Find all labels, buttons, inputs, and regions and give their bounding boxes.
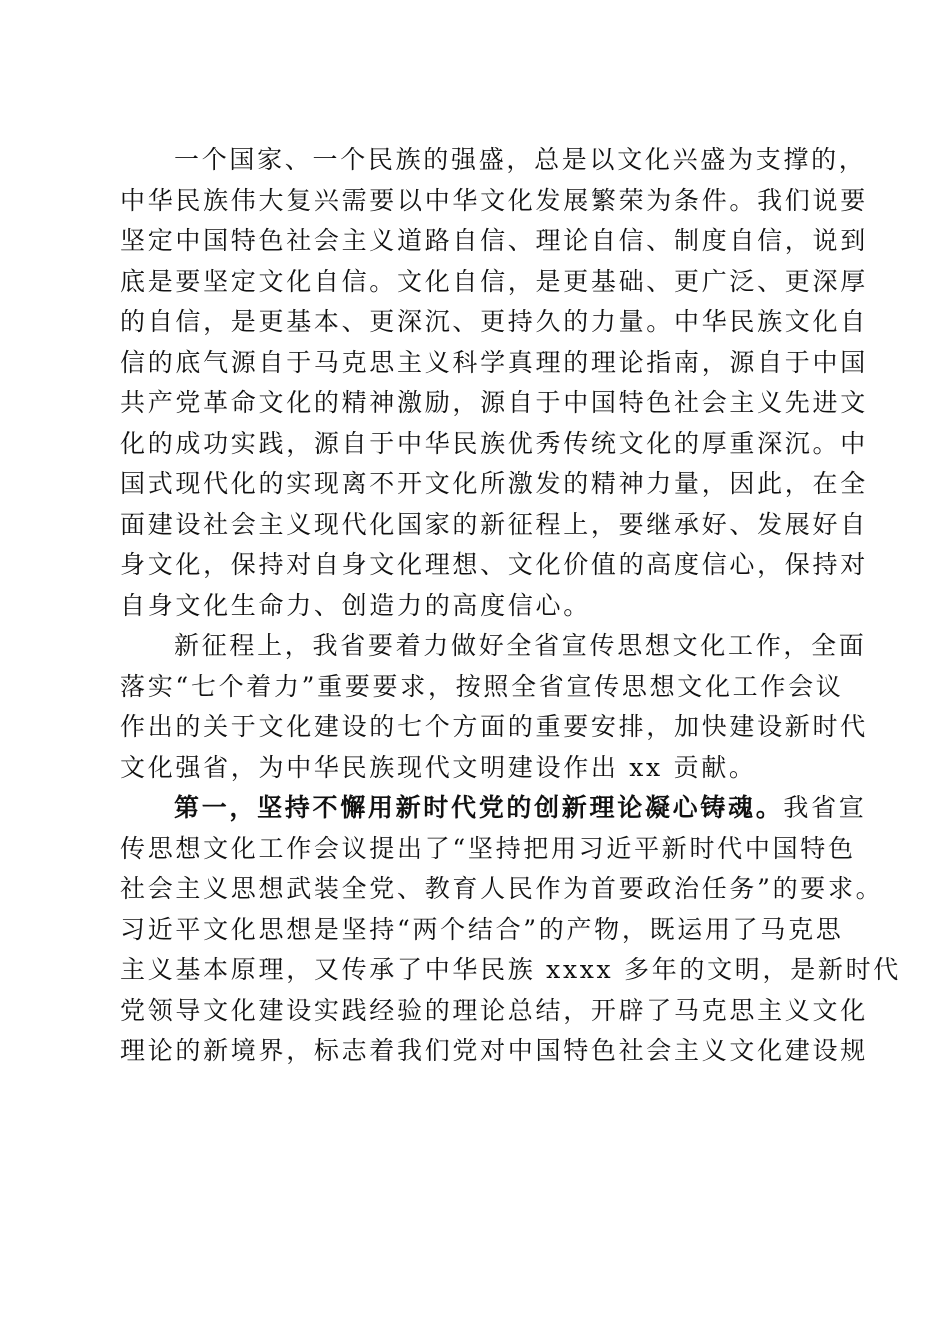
paragraph-2 bbox=[120, 626, 868, 788]
text-line: 中华民族伟大复兴需要以中华文化发展繁荣为条件。我们说要 bbox=[120, 185, 868, 215]
text-line: 传思想文化工作会议提出了“坚持把用习近平新时代中国特色 bbox=[120, 833, 856, 863]
text-line: 新征程上，我省要着力做好全省宣传思想文化工作，全面 bbox=[174, 631, 867, 660]
text-line: 身文化，保持对自身文化理想、文化价值的高度信心，保持对 bbox=[120, 550, 868, 579]
text-line: 共产党革命文化的精神激励，源自于中国特色社会主义先进文 bbox=[120, 388, 868, 417]
paragraph-1 bbox=[120, 140, 868, 626]
section-lead-bold: 第一，坚持不懈用新时代党的创新理论凝心铸魂。 bbox=[174, 793, 784, 822]
text-line: 底是要坚定文化自信。文化自信，是更基础、更广泛、更深厚 bbox=[120, 266, 868, 296]
text-line: 社会主义思想武装全党、教育人民作为首要政治任务”的要求。 bbox=[120, 874, 884, 903]
text-line: 一个国家、一个民族的强盛，总是以文化兴盛为支撑的， bbox=[174, 145, 867, 174]
text-line: 自身文化生命力、创造力的高度信心。 bbox=[120, 590, 591, 620]
text-line: 主义基本原理，又传承了中华民族 xxxx 多年的文明，是新时代 bbox=[120, 955, 901, 984]
text-line: 国式现代化的实现离不开文化所激发的精神力量，因此，在全 bbox=[120, 469, 868, 498]
text-line: 的自信，是更基本、更深沉、更持久的力量。中华民族文化自 bbox=[120, 307, 868, 336]
body-text bbox=[120, 140, 901, 1072]
text-line: 信的底气源自于马克思主义科学真理的理论指南，源自于中国 bbox=[120, 347, 868, 377]
text-line: 坚定中国特色社会主义道路自信、理论自信、制度自信，说到 bbox=[120, 226, 868, 255]
text-line: 化的成功实践，源自于中华民族优秀传统文化的厚重深沉。中 bbox=[120, 428, 868, 458]
text-line: 文化强省，为中华民族现代文明建设作出 xx 贡献。 bbox=[120, 752, 757, 782]
text-line: 面建设社会主义现代化国家的新征程上，要继承好、发展好自 bbox=[120, 509, 868, 539]
text-line: 党领导文化建设实践经验的理论总结，开辟了马克思主义文化 bbox=[120, 995, 868, 1025]
text-line: 理论的新境界，标志着我们党对中国特色社会主义文化建设规 bbox=[120, 1036, 868, 1065]
text-line bbox=[120, 788, 867, 829]
text-line: 落实“七个着力”重要要求，按照全省宣传思想文化工作会议 bbox=[120, 671, 844, 701]
text-line: 习近平文化思想是坚持“两个结合”的产物，既运用了马克思 bbox=[120, 914, 844, 944]
text-line: 作出的关于文化建设的七个方面的重要安排，加快建设新时代 bbox=[120, 712, 868, 741]
paragraph-3 bbox=[120, 788, 901, 1072]
section-lead-rest: 我省宣 bbox=[783, 793, 867, 822]
